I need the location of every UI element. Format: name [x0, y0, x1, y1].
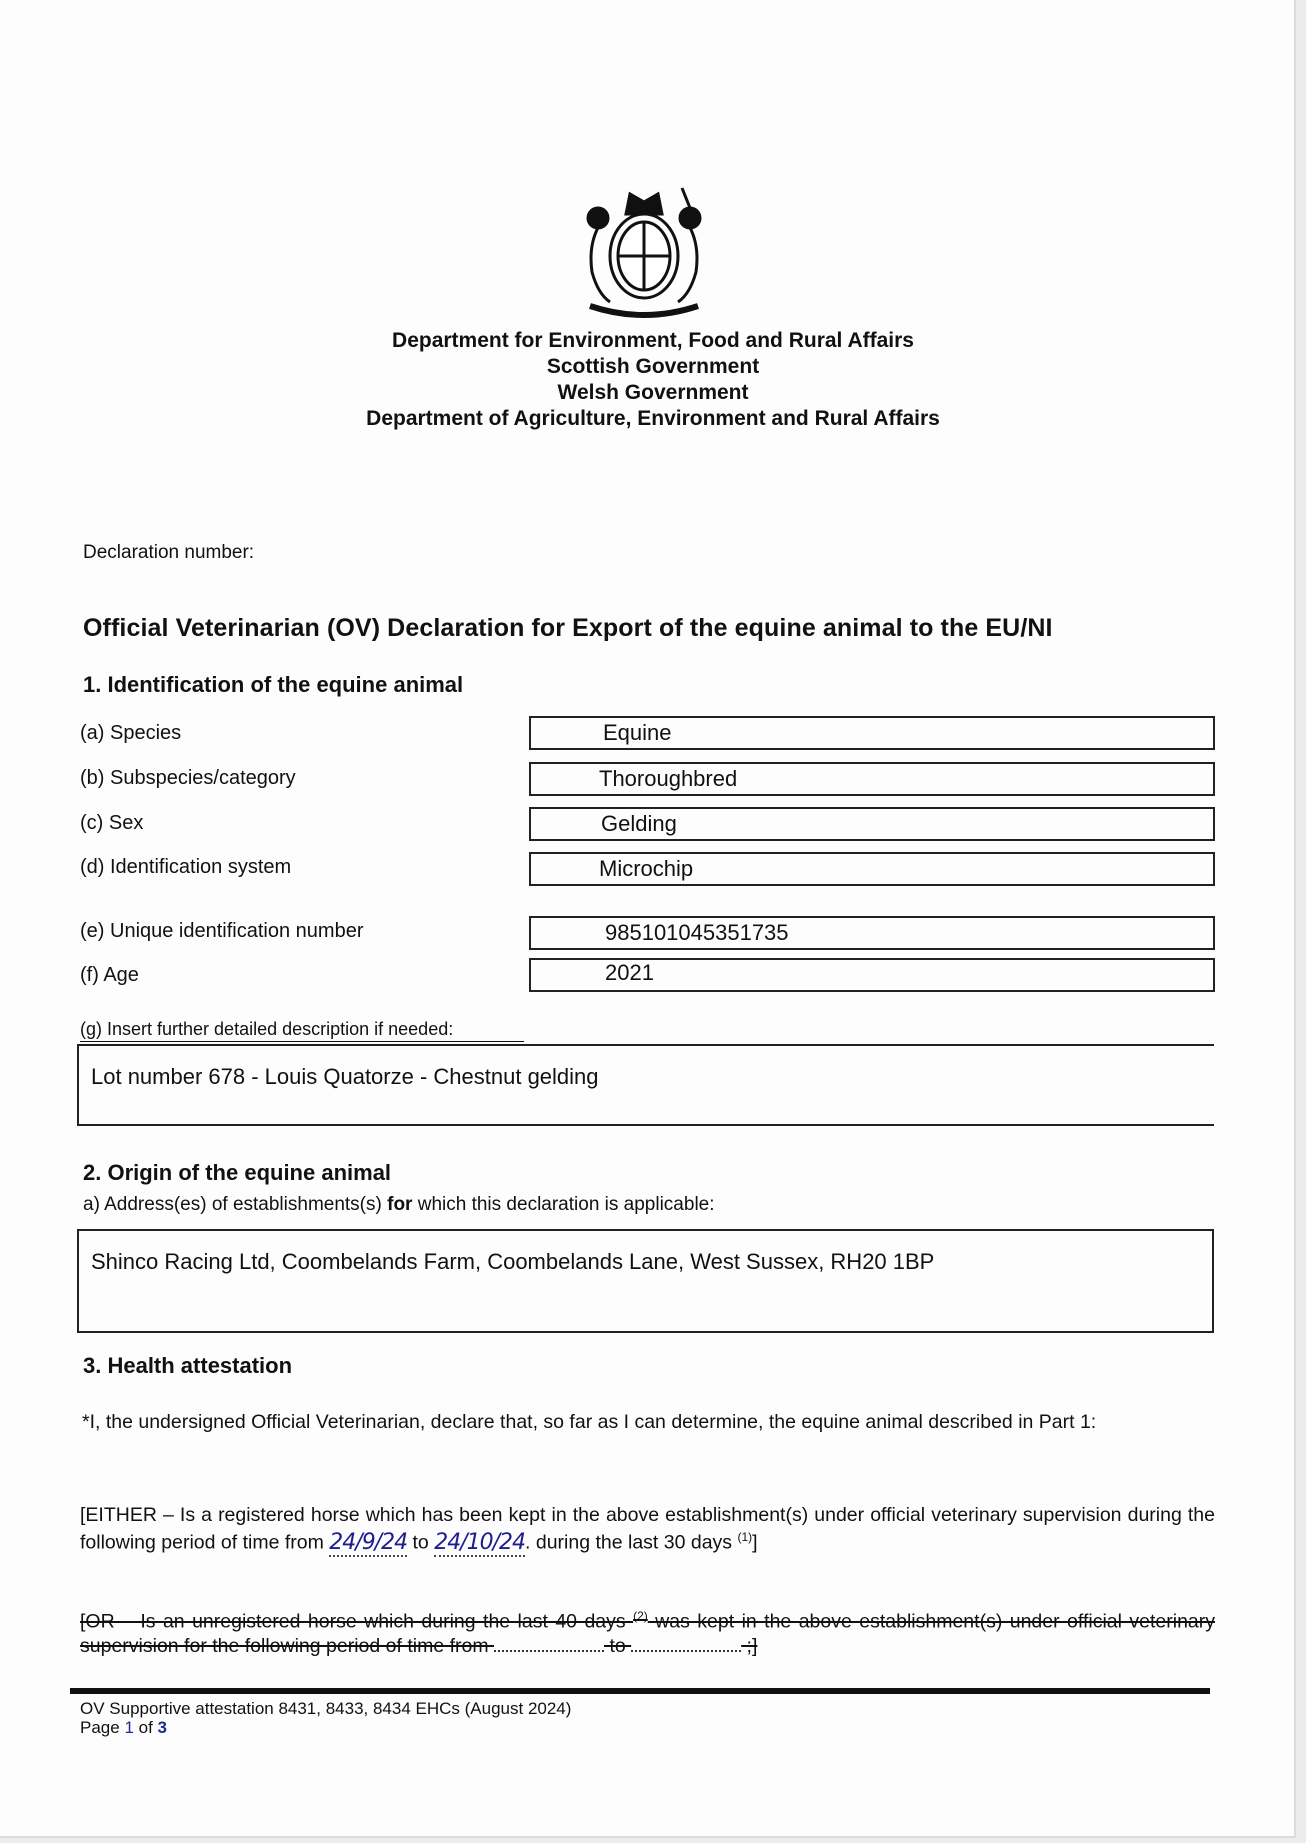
unique-id-field[interactable]: 985101045351735 — [529, 916, 1215, 950]
or-clause-struck — [80, 1604, 1215, 1658]
page-indicator — [80, 1718, 571, 1737]
royal-coat-of-arms-icon — [570, 184, 718, 320]
page-title: Official Veterinarian (OV) Declaration for Export of the equine animal to the EU/NI — [83, 614, 1053, 642]
either-text-4: ] — [752, 1531, 758, 1554]
declaration-number-label: Declaration number: — [83, 542, 255, 563]
issuing-departments — [0, 328, 1306, 432]
species-field[interactable]: Equine — [529, 716, 1215, 750]
from-date-field[interactable]: 24/9/24 — [329, 1529, 408, 1555]
address-instructions-bold: for — [387, 1194, 413, 1215]
footnote-ref-1: (1) — [737, 1530, 753, 1544]
section2-heading: 2. Origin of the equine animal — [83, 1160, 392, 1185]
either-text-2: to — [407, 1531, 435, 1554]
id-system-label: (d) Identification system — [80, 856, 292, 878]
footnote-ref-2: (2) — [633, 1609, 648, 1623]
footer — [80, 1699, 571, 1737]
address-instructions — [83, 1194, 715, 1216]
either-text-3: . during the last 30 days — [525, 1531, 738, 1554]
unique-id-label: (e) Unique identification number — [80, 920, 364, 942]
establishment-address-field[interactable]: Shinco Racing Ltd, Coombelands Farm, Coombelands Lane, West Sussex, RH20 1BP — [77, 1229, 1214, 1333]
address-instructions-suffix: which this declaration is applicable: — [412, 1194, 715, 1215]
subspecies-field[interactable]: Thoroughbred — [529, 762, 1215, 796]
either-text-1: [EITHER – Is a registered horse which has been kept in the above establishment(s) under official veterinary supervision during the following period of time from — [80, 1504, 1215, 1554]
sex-field[interactable]: Gelding — [529, 807, 1215, 841]
age-label: (f) Age — [80, 964, 139, 986]
or-text-2: was kept in the above establishment(s) under official veterinary supervision for the following period of time from — [80, 1610, 1216, 1657]
description-label-underline — [80, 1041, 524, 1042]
either-clause — [80, 1504, 1215, 1554]
or-text-3: to — [604, 1634, 632, 1657]
sex-label: (c) Sex — [80, 812, 144, 834]
section1-heading: 1. Identification of the equine animal — [83, 672, 464, 697]
page-prefix: Page — [80, 1718, 125, 1737]
to-date-field[interactable]: 24/10/24 — [434, 1529, 526, 1555]
footer-divider — [70, 1688, 1210, 1694]
page-total: 3 — [157, 1718, 167, 1737]
id-system-field[interactable]: Microchip — [529, 852, 1215, 886]
department-welsh-gov: Welsh Government — [557, 381, 749, 404]
description-label — [80, 1019, 453, 1040]
or-text-1: [OR – Is an unregistered horse which during the last 40 days — [80, 1610, 634, 1633]
or-text-4: ;] — [741, 1634, 758, 1657]
footer-reference: OV Supportive attestation 8431, 8433, 8434 EHCs (August 2024) — [80, 1699, 572, 1718]
description-field[interactable]: Lot number 678 - Louis Quatorze - Chestnut gelding — [77, 1044, 1214, 1126]
page-of: of — [133, 1718, 158, 1737]
department-defra: Department for Environment, Food and Rural Affairs — [392, 329, 914, 352]
age-field[interactable]: 2021 — [529, 958, 1215, 992]
subspecies-label: (b) Subspecies/category — [80, 767, 296, 789]
page-current: 1 — [124, 1718, 134, 1737]
address-instructions-prefix: a) Address(es) of establishments(s) — [83, 1194, 388, 1215]
health-attestation-intro: *I, the undersigned Official Veterinarian, declare that, so far as I can determine, the equine animal described in Part 1: — [82, 1411, 1097, 1433]
or-to-date-blank[interactable] — [631, 1650, 741, 1652]
department-daera: Department of Agriculture, Environment and Rural Affairs — [366, 407, 940, 430]
department-scottish-gov: Scottish Government — [546, 355, 760, 378]
or-from-date-blank[interactable] — [494, 1650, 604, 1652]
section3-heading: 3. Health attestation — [83, 1353, 293, 1378]
description-label-text: (g) Insert further detailed description if needed: — [80, 1019, 454, 1039]
species-label: (a) Species — [80, 722, 182, 744]
